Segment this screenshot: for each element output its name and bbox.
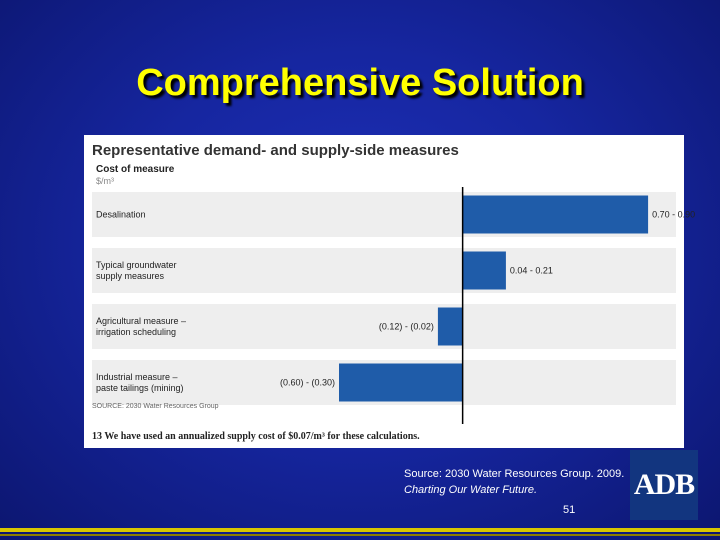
- axis-unit: $/m³: [96, 176, 114, 186]
- category-label: Typical groundwater supply measures: [96, 260, 177, 281]
- cost-bar: [463, 252, 506, 290]
- slide-title: Comprehensive Solution: [136, 62, 584, 104]
- axis-label: Cost of measure: [96, 164, 175, 175]
- source-line: Source: 2030 Water Resources Group. 2009.: [404, 468, 625, 480]
- cost-bar: [339, 364, 463, 402]
- data-label: 0.70 - 0.90: [652, 209, 696, 220]
- chart-source-note: SOURCE: 2030 Water Resources Group: [92, 403, 219, 410]
- bottom-rule: [0, 528, 720, 532]
- bottom-rule-secondary: [0, 534, 720, 536]
- adb-logo: ADB: [630, 450, 698, 520]
- data-label: (0.12) - (0.02): [378, 321, 434, 332]
- row-background: [92, 248, 676, 293]
- cost-bar: [463, 196, 648, 234]
- data-label: (0.60) - (0.30): [279, 377, 335, 388]
- category-label: Desalination: [96, 209, 146, 220]
- cost-bar-chart: [84, 135, 696, 448]
- category-label: Agricultural measure – irrigation scheduling: [96, 316, 187, 337]
- page-number: 51: [563, 504, 576, 516]
- cost-bar: [438, 308, 463, 346]
- chart-title: Representative demand- and supply-side measures: [92, 142, 459, 159]
- publication-title: Charting Our Water Future.: [404, 484, 538, 496]
- data-label: 0.04 - 0.21: [509, 265, 553, 276]
- chart-panel: [84, 135, 696, 448]
- category-label: Industrial measure – paste tailings (mining): [96, 372, 184, 393]
- source-citation: [404, 466, 624, 498]
- chart-footnote: 13 We have used an annualized supply cost of $0.07/m³ for these calculations.: [92, 431, 420, 442]
